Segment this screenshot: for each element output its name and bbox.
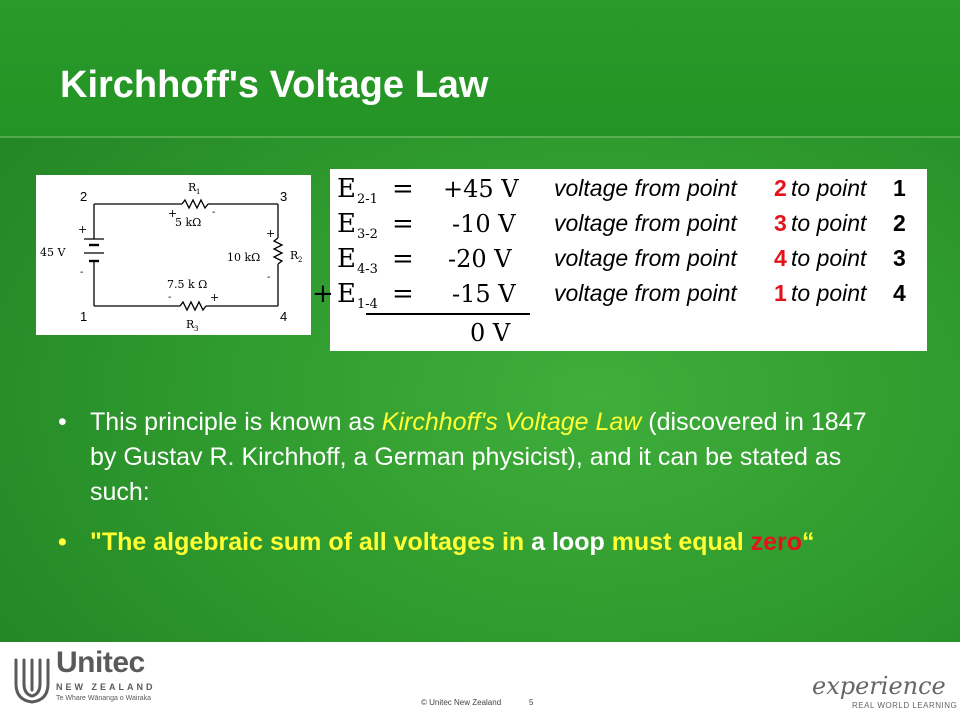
bullet-item (58, 525, 888, 560)
bullet-dot: • (58, 528, 67, 556)
voltage-equations (312, 169, 927, 351)
bullet-1-law-name: Kirchhoff's Voltage Law (381, 408, 642, 436)
source-minus: - (80, 267, 84, 278)
footer (0, 642, 960, 720)
tagline-sub: REAL WORLD LEARNING (852, 701, 958, 710)
source-plus: + (78, 223, 88, 236)
r1-minus: - (212, 207, 216, 218)
equation-equals: = (392, 174, 414, 204)
bullet-dot: • (58, 408, 67, 436)
tagline: experience (812, 672, 946, 700)
equation-description: voltage from point (554, 245, 737, 271)
r3-subscript: 3 (194, 325, 199, 333)
equation-value: +45 V (443, 175, 519, 203)
r2-minus: - (267, 272, 271, 283)
node-4-label: 4 (280, 309, 288, 324)
equation-value: -15 V (452, 280, 516, 308)
sum-total: 0 V (470, 319, 511, 347)
equation-row (337, 244, 906, 277)
bullet-2-quote: "The algebraic sum of all voltages in (90, 528, 532, 556)
equation-to-text: to point (791, 210, 867, 236)
brand-name: Unitec (56, 646, 145, 679)
brand-maori-name: Te Whare Wānanga o Wairaka (56, 695, 152, 702)
r1-value: 5 kΩ (175, 216, 202, 229)
bullet-1-text-cont: (discovered in 1847 by Gustav R. Kirchhoff, a German physicist), and it can be stated as such: (90, 408, 867, 506)
bullet-2-close-quote: “ (802, 528, 815, 556)
equation-from-point: 4 (774, 245, 787, 271)
r2-subscript: 2 (298, 256, 303, 264)
equation-to-text: to point (791, 175, 867, 201)
r1-plus: + (168, 207, 178, 220)
r1-label: R (188, 181, 197, 194)
bullet-2-quote-cont: must equal (604, 528, 751, 556)
r3-value: 7.5 k Ω (167, 278, 208, 291)
node-2-label: 2 (80, 189, 88, 204)
equation-row (312, 279, 906, 312)
equation-description: voltage from point (554, 280, 737, 306)
equation-subscript: 3-2 (357, 227, 378, 242)
equation-from-point: 2 (774, 175, 787, 201)
r2-plus: + (266, 227, 276, 240)
circuit-svg (36, 175, 311, 335)
r3-minus: - (168, 292, 172, 303)
r3-plus: + (210, 291, 220, 304)
node-1-label: 1 (80, 309, 88, 324)
bullet-list (58, 405, 888, 560)
equation-to-point: 3 (893, 245, 906, 271)
equation-to-text: to point (791, 245, 867, 271)
equation-to-point: 1 (893, 175, 906, 201)
bullet-2-loop: a loop (531, 528, 605, 556)
equations-svg (312, 169, 927, 351)
r3-label: R (186, 318, 195, 331)
title-divider (0, 136, 960, 138)
equation-from-point: 3 (774, 210, 787, 236)
equation-to-point: 4 (893, 280, 906, 306)
r2-label: R (290, 249, 299, 262)
equation-subscript: 4-3 (357, 262, 378, 277)
brand-country: NEW ZEALAND (56, 682, 156, 692)
equation-letter: E (337, 174, 356, 204)
equation-value: -20 V (448, 245, 512, 273)
equation-to-point: 2 (893, 210, 906, 236)
page-number: 5 (529, 698, 534, 707)
equation-equals: = (392, 279, 414, 309)
node-3-label: 3 (280, 189, 288, 204)
slide-title: Kirchhoff's Voltage Law (60, 64, 489, 106)
bullet-2-zero: zero (750, 528, 803, 556)
equation-row (337, 209, 906, 242)
equation-sign: + (312, 279, 334, 309)
equation-letter: E (337, 279, 356, 309)
equation-letter: E (337, 244, 356, 274)
equation-row (337, 174, 906, 207)
equation-equals: = (392, 209, 414, 239)
r1-subscript: 1 (196, 188, 201, 196)
equation-description: voltage from point (554, 175, 737, 201)
equation-from-point: 1 (774, 280, 787, 306)
circuit-diagram (36, 175, 311, 335)
equation-description: voltage from point (554, 210, 737, 236)
equation-subscript: 1-4 (357, 297, 378, 312)
copyright: © Unitec New Zealand (421, 698, 502, 707)
source-voltage: 45 V (40, 246, 66, 259)
equation-to-text: to point (791, 280, 867, 306)
equation-subscript: 2-1 (357, 192, 378, 207)
equation-value: -10 V (452, 210, 516, 238)
bullet-item (58, 405, 888, 510)
equation-letter: E (337, 209, 356, 239)
r2-value: 10 kΩ (227, 251, 261, 264)
bullet-1-text: This principle is known as (90, 408, 382, 436)
unitec-logo-icon (12, 654, 52, 706)
equation-equals: = (392, 244, 414, 274)
